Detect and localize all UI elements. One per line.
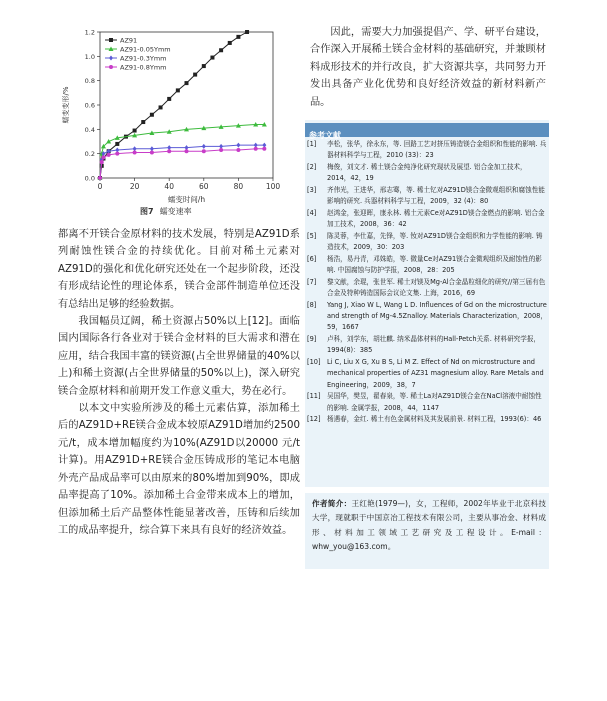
paragraph-2: 我国幅员辽阔，稀土资源占50%以上[12]。面临国内国际各行各业对于镁合金材料的巨大需求和潜在应用，结合我国丰富的镁资源(占全世界储量的40%以上)和稀土资源(占全世界储量的50%以上)，深入研究镁合金原材料和前期开发工作意义重大，势在必行。 (58, 316, 300, 397)
x-axis-label: 蠕变时间/h (167, 195, 206, 204)
reference-number: [1] (307, 140, 317, 148)
chart-axes (61, 29, 280, 205)
reference-item (305, 334, 547, 356)
reference-text: 杨浩，易丹青，邓姝皓，等. 微量Ce对AZ91镁合金微观组织及耐蚀性的影响. 中国腐蚀与防护学报，2008，28：205 (327, 255, 542, 275)
data-point (236, 35, 240, 39)
reference-number: [10] (307, 358, 321, 367)
creep-rate-chart (58, 20, 290, 220)
x-tick-label: 20 (129, 182, 140, 191)
reference-item (305, 231, 547, 253)
data-point (185, 81, 189, 85)
data-point (133, 150, 137, 154)
x-tick-label: 60 (199, 182, 209, 191)
reference-number: [5] (307, 232, 317, 240)
author-text: 王红艳(1979—)，女，工程师，2002年毕业于北京科技大学，现就职于中国京冶工程技术有限公司，主要从事冶金、材料成形、材料加工领域工艺研究及工程设计。E-mail：whw_you@163.com。 (312, 499, 547, 552)
reference-item (305, 277, 547, 299)
right-body-text (310, 24, 546, 111)
reference-item (305, 162, 547, 184)
reference-number: [2] (307, 163, 317, 171)
data-point (176, 88, 180, 92)
data-point (185, 149, 189, 153)
reference-text: 李松，张华，徐永东，等. 回路工艺对挤压铸造镁合金组织和性能的影响. 兵器材料科学与工程，2010 (33)：23 (327, 140, 547, 160)
references-header (305, 123, 549, 140)
legend-label: AZ91-0.05Ymm (120, 45, 171, 54)
y-tick-label: 0.8 (84, 77, 95, 86)
reference-text: 黎文献，余琨，张世军. 稀土对镁及Mg-Al合金晶粒细化的研究//第三届有色合金及特种铸造国际会议论文集. 上海，2016，69 (327, 278, 546, 298)
data-point (210, 56, 214, 60)
reference-number: [4] (307, 209, 317, 217)
data-point (115, 152, 119, 156)
figure-caption-text: 蠕变速率 (159, 207, 192, 216)
reference-text: 齐伟光，王进华，邢志骞，等. 稀土钇对AZ91D镁合金微观组织和腐蚀性能影响的研究. 兵器材料科学与工程，2009，32 (4)：80 (327, 186, 545, 206)
data-point (133, 129, 137, 133)
y-tick-label: 0.0 (84, 174, 95, 183)
data-point (167, 149, 171, 153)
reference-number: [12] (307, 415, 321, 424)
references-title: 参考文献 (309, 131, 341, 140)
y-tick-label: 1.2 (84, 28, 95, 37)
data-point (150, 150, 154, 154)
reference-number: [3] (307, 186, 317, 194)
data-point (236, 143, 240, 148)
reference-number: [7] (307, 278, 317, 286)
reference-text: 陈灵蓉，李仕嘉，先锋，等. 钕对AZ91D镁合金组织和力学性能的影响. 铸造技术，2009，30：203 (327, 232, 543, 252)
data-point (109, 38, 113, 42)
data-point (219, 48, 223, 52)
data-point (107, 153, 111, 157)
reference-text: 梅俊，刘文才. 稀土镁合金纯净化研究现状及展望. 铝合金加工技术，2014，42，19 (327, 163, 527, 183)
data-point (100, 160, 104, 164)
data-point (219, 148, 223, 152)
y-tick-label: 1.0 (84, 52, 95, 61)
series-AZ91-0.8Ymm (98, 147, 266, 180)
reference-number: [11] (307, 392, 321, 401)
author-label: 作者简介： (312, 499, 352, 508)
y-tick-label: 0.4 (84, 125, 95, 134)
data-point (150, 113, 154, 117)
data-point (202, 149, 206, 153)
series-AZ91-0.3Ymm (98, 143, 266, 181)
data-point (98, 176, 102, 180)
x-tick-label: 0 (97, 182, 103, 191)
data-point (202, 144, 206, 149)
reference-text: 杨遇春，金红. 稀土有色金属材料及其发展前景. 材料工程，1993(6)：46 (327, 415, 542, 424)
data-point (228, 41, 232, 45)
reference-text: 赵鸿金，张迎晖，康永林. 稀土元素Ce对AZ91D镁合金燃点的影响. 铝合金加工技术，2008，36：42 (327, 209, 545, 229)
data-point (202, 64, 206, 68)
reference-item (305, 208, 547, 230)
data-point (167, 97, 171, 101)
data-point (115, 142, 119, 146)
data-point (109, 65, 113, 69)
paragraph-3: 以本文中实验所涉及的稀土元素估算，添加稀土后的AZ91D+RE镁合金成本较原AZ91D增加约2500 元/t，成本增加幅度约为10%(AZ91D以20000 元/t计算)。用AZ91D+RE镁合金压铸成形的笔记本电脑外壳产品成品率可以由原来的80%增加到90%，即成品率提高了10%。添加稀土合金带来成本上的增加，但添加稀土后产品整体性能显著改善，压铸和后续加工的成品率提升，综合算下来具有良好的经济效益。 (58, 403, 300, 536)
reference-text: 吴国华，樊昱，翟春泉，等. 稀土La对AZ91D镁合金在NaCl溶液中耐蚀性的影响. 金属学报，2008，44，1147 (327, 392, 542, 412)
references-list (305, 139, 547, 426)
x-tick-label: 80 (233, 182, 244, 191)
reference-item (305, 414, 547, 425)
legend-label: AZ91-0.3Ymm (120, 54, 167, 63)
y-axis-label: 蠕变变形/% (62, 86, 70, 124)
data-point (109, 56, 113, 61)
data-point (236, 148, 240, 152)
data-point (193, 73, 197, 77)
reference-item (305, 185, 547, 207)
figure-caption (140, 206, 192, 217)
paragraph-1: 都离不开镁合金原材料的技术发展，特别是AZ91D系列耐蚀性镁合金的持续优化。目前对稀土元素对AZ91D的强化和优化研究还处在一个起步阶段，还没有形成结论性的理论体系，镁合金部件制造单位还没有总结出足够的经验数据。 (58, 229, 300, 310)
reference-text: Yang J, Xiao W L, Wang L D. Influences of Gd on the microstructure and strength of Mg-4.5Znalloy. Materials Characterization，2008，59，1667 (327, 301, 547, 332)
legend-label: AZ91 (120, 36, 138, 45)
reference-text: Li C, Liu X G, Xu B S, Li M Z. Effect of Nd on microstructure and mechanical properties of AZ31 magnesium alloy. Rare Metals and Engineering，2009，38，7 (327, 358, 544, 389)
data-point (245, 30, 249, 34)
reference-item (305, 254, 547, 276)
left-body-text (58, 226, 300, 539)
chart-legend (105, 37, 171, 72)
data-point (254, 147, 258, 151)
reference-text: 卢科，刘学东，胡壮麒. 纳米晶体材料的Hall-Petch关系. 材料研究学报，1994(8)：385 (327, 335, 541, 355)
author-bio (312, 497, 546, 555)
reference-item (305, 139, 547, 161)
reference-item (305, 300, 547, 334)
reference-item (305, 357, 547, 391)
data-point (262, 147, 266, 151)
x-tick-label: 100 (265, 182, 281, 191)
data-point (101, 155, 105, 159)
data-point (159, 105, 163, 109)
conclusion-paragraph: 因此，需要大力加强提倡产、学、研平台建设，合作深入开展稀土镁合金材料的基础研究，并兼顾材料成形技术的并行改良，扩大资源共享，共同努力开发出具备产业化优势和良好经济效益的新材料新产品。 (310, 27, 546, 108)
y-tick-label: 0.6 (84, 101, 95, 110)
reference-number: [9] (307, 335, 317, 344)
figure-label: 图7 (140, 207, 154, 216)
legend-label: AZ91-0.8Ymm (120, 63, 167, 72)
y-tick-label: 0.2 (84, 150, 95, 159)
series-line (100, 149, 264, 178)
reference-number: [6] (307, 255, 317, 263)
x-tick-label: 40 (164, 182, 174, 191)
reference-item (305, 391, 547, 413)
data-point (141, 120, 145, 124)
reference-number: [8] (307, 301, 317, 309)
